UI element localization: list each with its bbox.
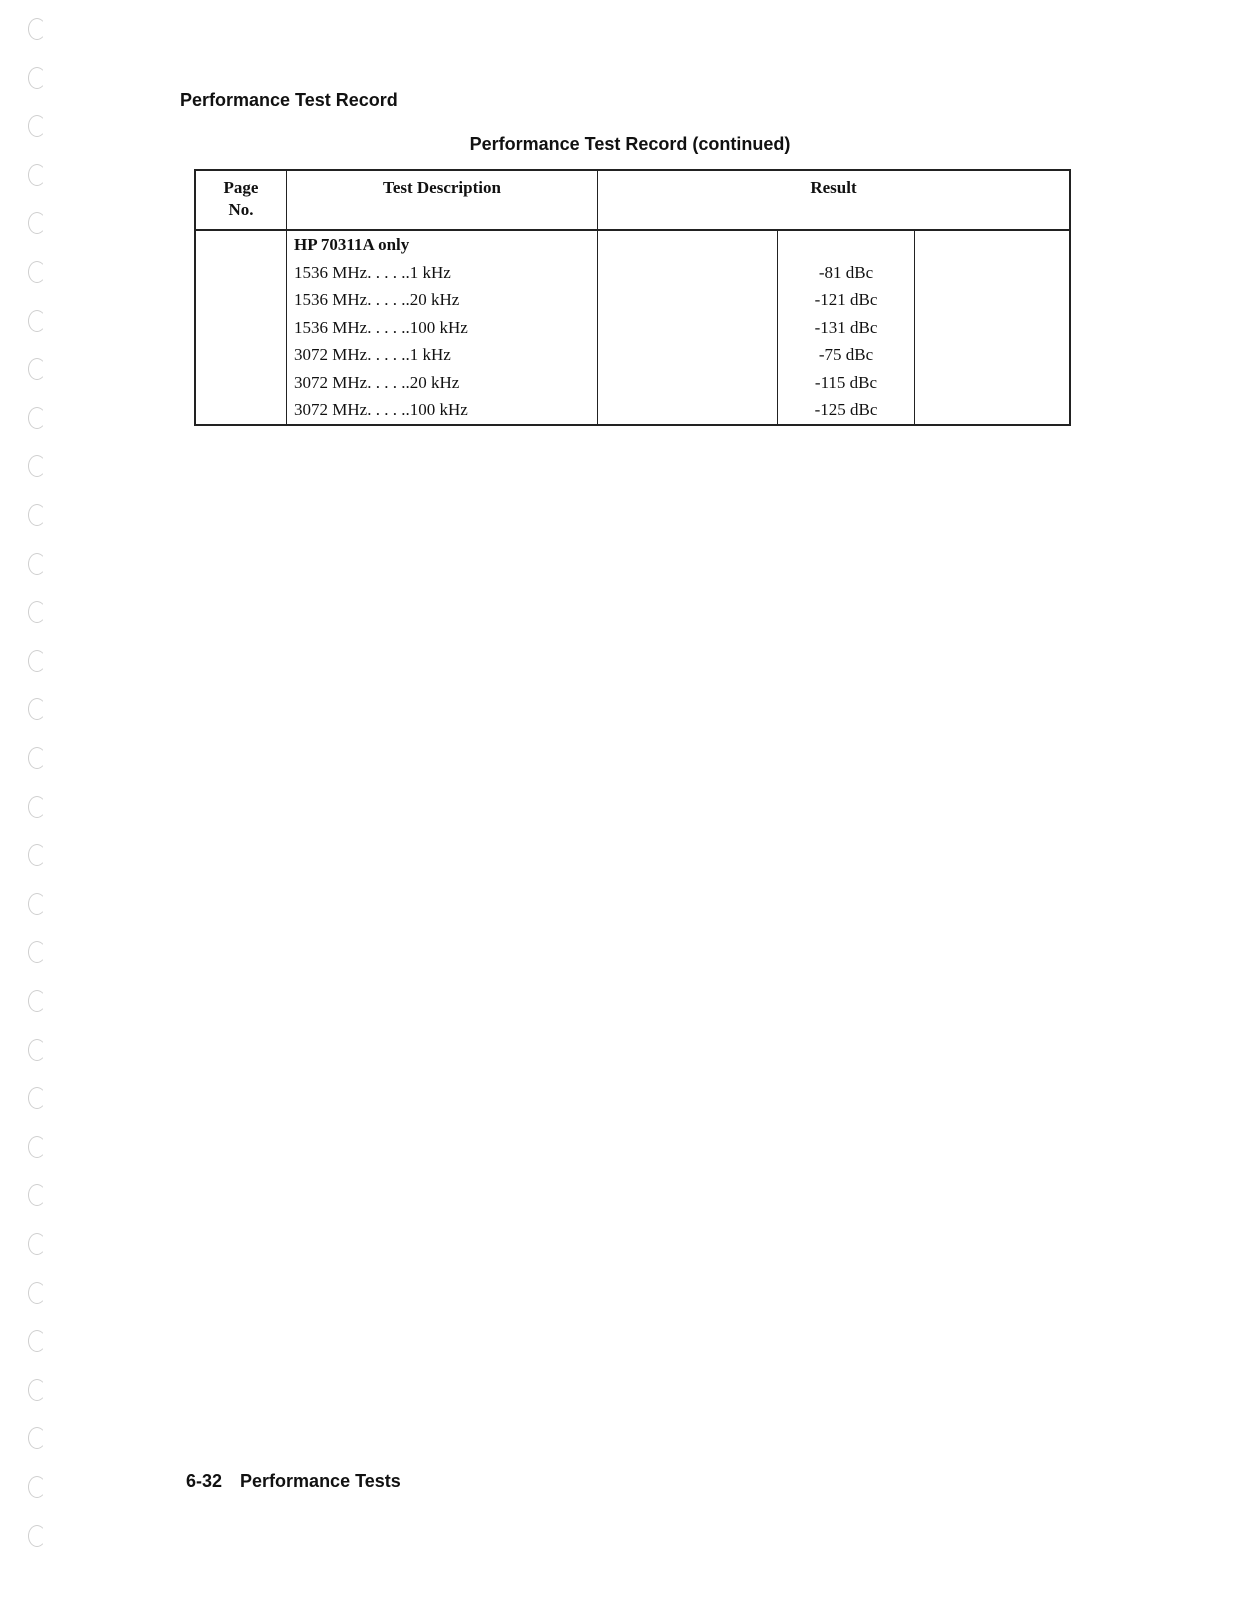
page-no-cell — [195, 230, 287, 425]
binder-hole — [28, 601, 46, 623]
binder-hole — [28, 553, 46, 575]
test-description: 1536 MHz. . . . ..20 kHz — [287, 286, 598, 314]
binder-hole — [28, 164, 46, 186]
test-description: 1536 MHz. . . . ..100 kHz — [287, 314, 598, 342]
binder-hole — [28, 747, 46, 769]
result-cell-right — [915, 230, 1071, 425]
binder-hole — [28, 1087, 46, 1109]
binder-hole — [28, 650, 46, 672]
binder-hole — [28, 67, 46, 89]
table-caption: Performance Test Record (continued) — [469, 134, 791, 154]
binder-hole — [28, 1039, 46, 1061]
result-value — [778, 230, 915, 259]
binder-hole — [28, 310, 46, 332]
binder-hole — [28, 893, 46, 915]
binder-hole — [28, 1476, 46, 1498]
binder-hole — [28, 358, 46, 380]
binder-hole — [28, 698, 46, 720]
binder-hole — [28, 1136, 46, 1158]
binder-hole — [28, 1330, 46, 1352]
binder-hole — [28, 1233, 46, 1255]
result-value: -75 dBc — [778, 341, 915, 369]
footer-chapter-title: Performance Tests — [240, 1471, 401, 1491]
section-heading: Performance Test Record — [180, 90, 398, 110]
binder-hole — [28, 844, 46, 866]
binder-hole — [28, 212, 46, 234]
table-row-group — [195, 230, 1070, 259]
footer-page-number: 6-32 — [186, 1471, 223, 1491]
binder-hole — [28, 1184, 46, 1206]
result-value: -131 dBc — [778, 314, 915, 342]
binder-hole — [28, 796, 46, 818]
result-value: -115 dBc — [778, 369, 915, 397]
group-label: HP 70311A only — [287, 230, 598, 259]
binder-hole — [28, 1427, 46, 1449]
test-description: 1536 MHz. . . . ..1 kHz — [287, 259, 598, 287]
binder-holes — [24, 18, 52, 1578]
page-footer — [186, 1471, 401, 1492]
test-description: 3072 MHz. . . . ..1 kHz — [287, 341, 598, 369]
test-description: 3072 MHz. . . . ..100 kHz — [287, 396, 598, 425]
binder-hole — [28, 1525, 46, 1547]
result-value: -125 dBc — [778, 396, 915, 425]
binder-hole — [28, 990, 46, 1012]
result-cell-left — [598, 230, 778, 425]
binder-hole — [28, 407, 46, 429]
header-result: Result — [598, 170, 1071, 230]
binder-hole — [28, 18, 46, 40]
binder-hole — [28, 455, 46, 477]
binder-hole — [28, 504, 46, 526]
binder-hole — [28, 1282, 46, 1304]
test-description: 3072 MHz. . . . ..20 kHz — [287, 369, 598, 397]
table-header-row — [195, 170, 1070, 230]
header-page-no — [195, 170, 287, 230]
result-value: -121 dBc — [778, 286, 915, 314]
header-page-no-label: Page No. — [223, 178, 259, 219]
result-value: -81 dBc — [778, 259, 915, 287]
header-test-description: Test Description — [287, 170, 598, 230]
binder-hole — [28, 261, 46, 283]
binder-hole — [28, 115, 46, 137]
binder-hole — [28, 1379, 46, 1401]
binder-hole — [28, 941, 46, 963]
performance-test-record-table — [194, 169, 1071, 426]
